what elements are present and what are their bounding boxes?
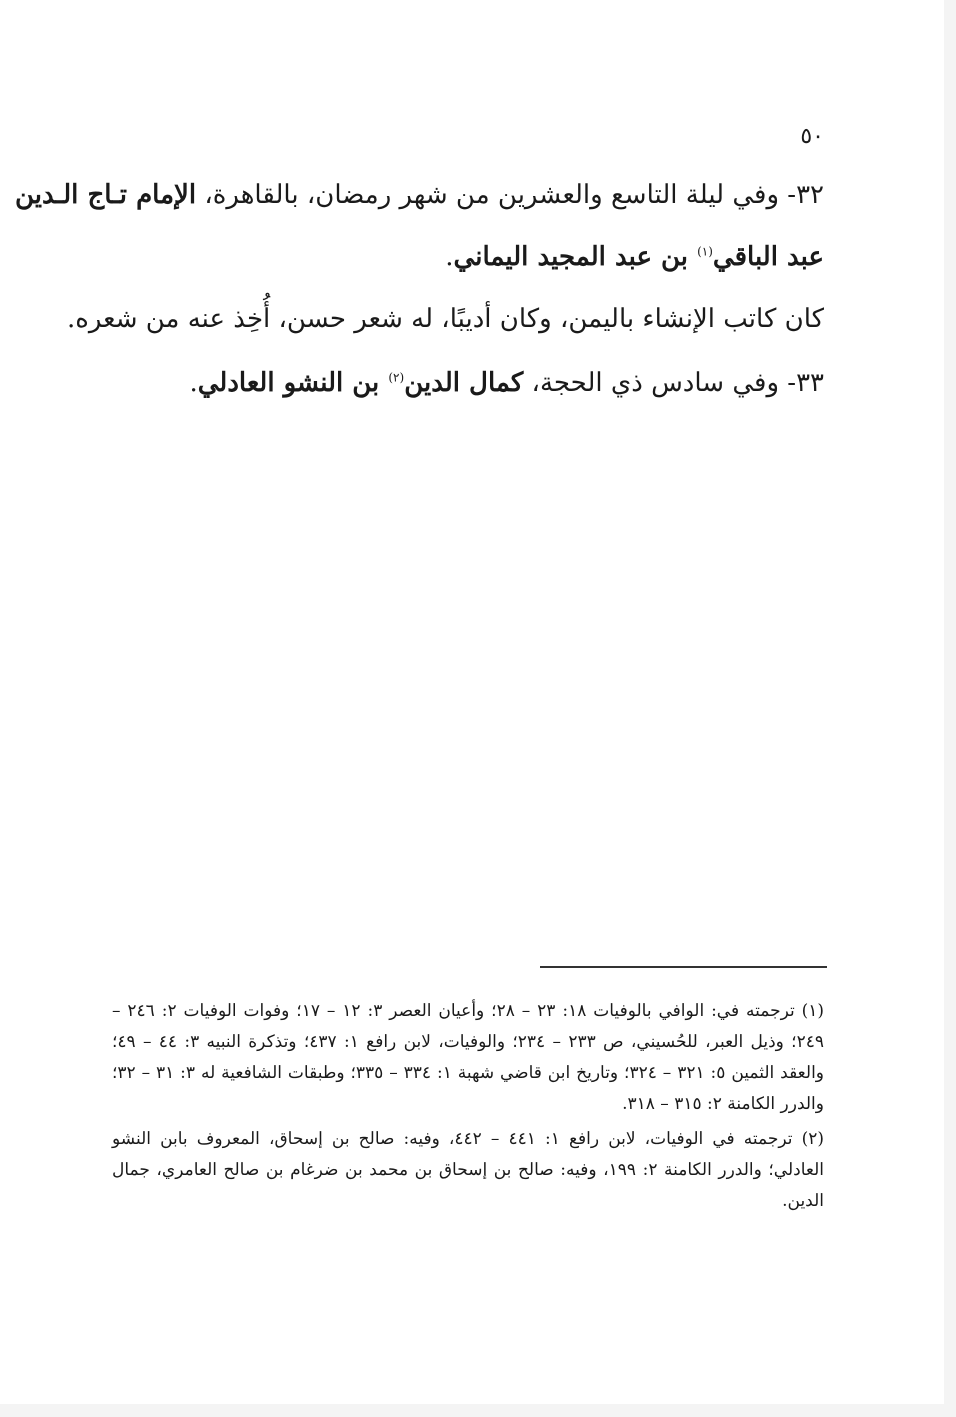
entry-33-name: كمال الدين (404, 368, 524, 398)
entry-32-title: الإمام تـاج الـدين (14, 180, 197, 210)
entry-32-end: . (445, 242, 454, 272)
entry-33-intro: ٣٣- وفي سادس ذي الحجة، (523, 368, 824, 398)
entry-33-line (112, 366, 824, 400)
footnotes (112, 996, 824, 1221)
entry-32-name-tail: بن عبد المجيد اليماني (453, 242, 698, 272)
footnote-separator (540, 966, 827, 968)
footnote-ref-1: (١) (697, 244, 713, 259)
entry-32-name: عبد الباقي (712, 242, 824, 272)
footnote-ref-2: (٢) (388, 370, 405, 385)
page-edge-shadow (944, 0, 956, 1417)
entry-33-end: . (189, 368, 198, 398)
entry-32-intro: ٣٢- وفي ليلة التاسع والعشرين من شهر رمضان، بالقاهرة، (196, 180, 824, 210)
entry-32-line-2 (112, 240, 824, 274)
footnote-1: (١) ترجمته في: الوافي بالوفيات ١٨: ٢٣ – ٢٨؛ وأعيان العصر ٣: ١٢ – ١٧؛ وفوات الوفيات ٢: ٢٤٦ – ٢٤٩؛ وذيل العبر، للحُسيني، ص ٢٣٣ – ٢٣٤؛ والوفيات، لابن رافع ١: ٤٣٧؛ وتذكرة النبيه ٣: ٤٤ – ٤٩؛ والعقد الثمين ٥: ٣٢١ – ٣٢٤؛ وتاريخ ابن قاضي شهبة ١: ٣٣٤ – ٣٣٥؛ وطبقات الشافعية له ٣: ٣١ – ٣٢؛ والدرر الكامنة ٢: ٣١٥ – ٣١٨. (112, 1001, 825, 1114)
page-bottom-edge (0, 1404, 956, 1417)
footnote-2: (٢) ترجمته في الوفيات، لابن رافع ١: ٤٤١ – ٤٤٢، وفيه: صالح بن إسحاق، المعروف بابن النشو العادلي؛ والدرر الكامنة ٢: ١٩٩، وفيه: صالح بن إسحاق بن محمد بن ضرغام بن صالح العامري، جمال الدين. (112, 1129, 824, 1211)
entry-32-line-1 (14, 178, 824, 212)
entry-33-name-tail: بن النشو العادلي (197, 368, 389, 398)
main-text (14, 178, 824, 438)
entry-32-description: كان كاتب الإنشاء باليمن، وكان أديبًا، له شعر حسن، أُخِذ عنه من شعره. (66, 304, 824, 334)
page-number: ٥٠ (800, 124, 824, 149)
